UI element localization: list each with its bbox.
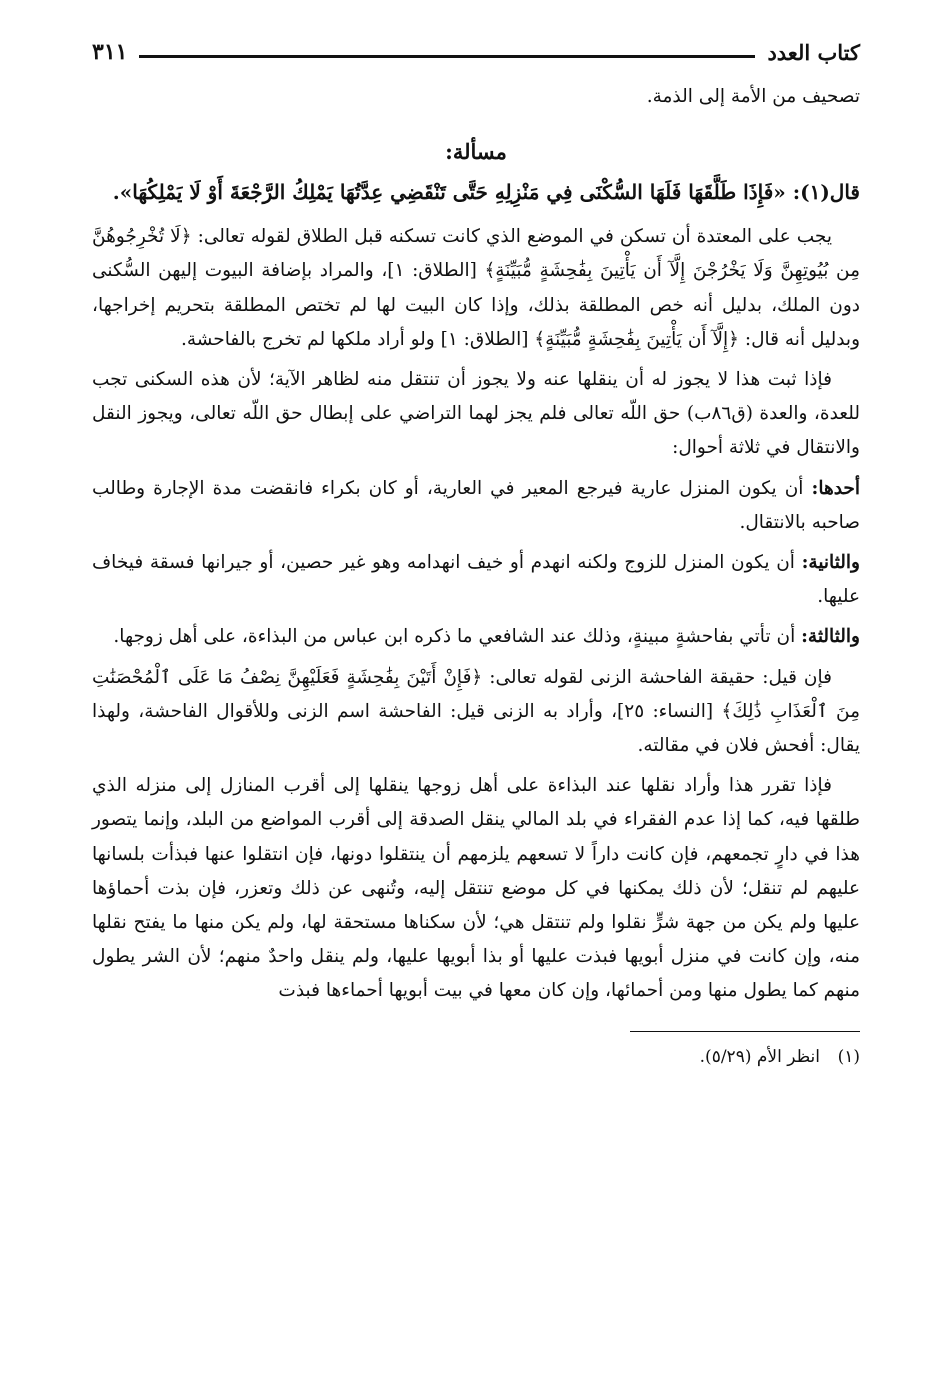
paragraph-2: فإذا ثبت هذا لا يجوز له أن ينقلها عنه ولا يجوز أن تنتقل منه لظاهر الآية؛ لأن هذه السكنى تجب للعدة، والعدة (ق٨٦ب) حق اللّه تعالى فلم يجز لهما التراضي على إبطال حق اللّه تعالى، ويجوز النقل والانتقال في ثلاثة أحوال:: [92, 369, 860, 459]
main-statement: قال(١): «فَإِذَا طَلَّقَهَا فَلَهَا السُّكْنَى فِي مَنْزِلِهِ حَتَّى تَنْقَضِي عِدَّتُهَا يَمْلِكُ الرَّجْعَةَ أَوْ لَا يَمْلِكُهَا».: [112, 180, 860, 205]
paragraph-1: يجب على المعتدة أن تسكن في الموضع الذي كانت تسكنه قبل الطلاق لقوله تعالى: ﴿لَا تُخْرِجُوهُنَّ مِن بُيُوتِهِنَّ وَلَا يَخْرُجْنَ إِلَّآ أَن يَأْتِينَ بِفَٰحِشَةٍ مُّبَيِّنَةٍ﴾ [الطلاق: ١]، والمراد بإضافة البيوت إليهن السُّكنى دون الملك، بدليل أنه خص المطلقة بذلك، وإذا كان البيت لها لم تختص المطلقة بتحريم إخراجها، وبدليل أنه قال: ﴿إِلَّآ أَن يَأْتِينَ بِفَٰحِشَةٍ مُّبَيِّنَةٍ﴾ [الطلاق: ١] ولو أراد ملكها لم تخرج بالفاحشة.: [92, 226, 861, 350]
item-lead: والثالثة:: [801, 626, 860, 648]
section-title: مسألة:: [445, 139, 507, 165]
item-text: أن يكون المنزل للزوج ولكنه انهدم أو خيف انهدامه وهو غير حصين، أو جيرانها فسقة فيخاف عليها.: [92, 552, 860, 608]
item-first: [92, 472, 860, 540]
item-text: أن يكون المنزل عارية فيرجع المعير في العارية، أو كان بكراء فانقضت مدة الإجارة وطالب صاحبه بالانتقال.: [92, 477, 860, 533]
header-rule: [139, 55, 755, 58]
paragraph-4: فإذا تقرر هذا وأراد نقلها عند البذاءة على أهل زوجها ينقلها إلى أقرب المنازل إلى منزله الذي طلقها فيه، كما إذا عدم الفقراء في بلد المالي ينقل الصدقة إلى أقرب المواضع من البلد، وإنما يتصور هذا في دارٍ تجمعهم، فإن كانت داراً لا تسعهم يلزمهم أن ينتقلوا دونها، فإن انتقلوا عنها فبذأت بلسانها عليهم لم تنقل؛ لأن ذلك يمكنها في كل موضع تنتقل إليه، وتُنهى عن ذلك وتعزر، فإن بذت أحماؤها عليها ولم يكن من جهة شرٍّ نقلوا ولم تنتقل هي؛ لأن سكناها مستحقة لها، ولم يكن منها ما يفتح نقلها منه، وإن كانت في منزل أبويها فبذت عليها أو بذا أبويها عليها، ولم ينقل واحدٌ منهم؛ لأن الشر يطول منهم كما يطول منها ومن أحمائها، وإن كان معها في بيت أبويها أحماءها فبذت: [92, 775, 860, 1002]
book-title: كتاب العدد: [767, 39, 860, 65]
page-number: ٣١١: [92, 39, 128, 65]
item-lead: والثانية:: [801, 552, 860, 574]
item-lead: أحدها:: [811, 477, 860, 499]
item-third: [92, 620, 860, 654]
intro-line: تصحيف من الأمة إلى الذمة.: [646, 86, 860, 107]
footnote-number: (١): [837, 1046, 860, 1067]
footnote: [92, 1042, 860, 1072]
footnote-rule: [630, 1031, 860, 1032]
paragraph-3: فإن قيل: حقيقة الفاحشة الزنى لقوله تعالى: ﴿فَإِنْ أَتَيْنَ بِفَٰحِشَةٍ فَعَلَيْهِنَّ نِصْفُ مَا عَلَى ٱلْمُحْصَنَٰتِ مِنَ ٱلْعَذَابِ ذَٰلِكَ﴾ [النساء: ٢٥]، وأراد به الزنى قيل: الفاحشة اسم الزنى وللأقوال الفاحشة، ولهذا يقال: أفحش فلان في مقالته.: [92, 666, 861, 757]
running-header: [92, 34, 860, 70]
item-text: أن تأتي بفاحشةٍ مبينةٍ، وذلك عند الشافعي ما ذكره ابن عباس من البذاءة، على أهل زوجها.: [113, 626, 802, 648]
footnote-text: انظر الأم (٥/٢٩).: [699, 1046, 820, 1067]
item-second: [92, 546, 860, 614]
